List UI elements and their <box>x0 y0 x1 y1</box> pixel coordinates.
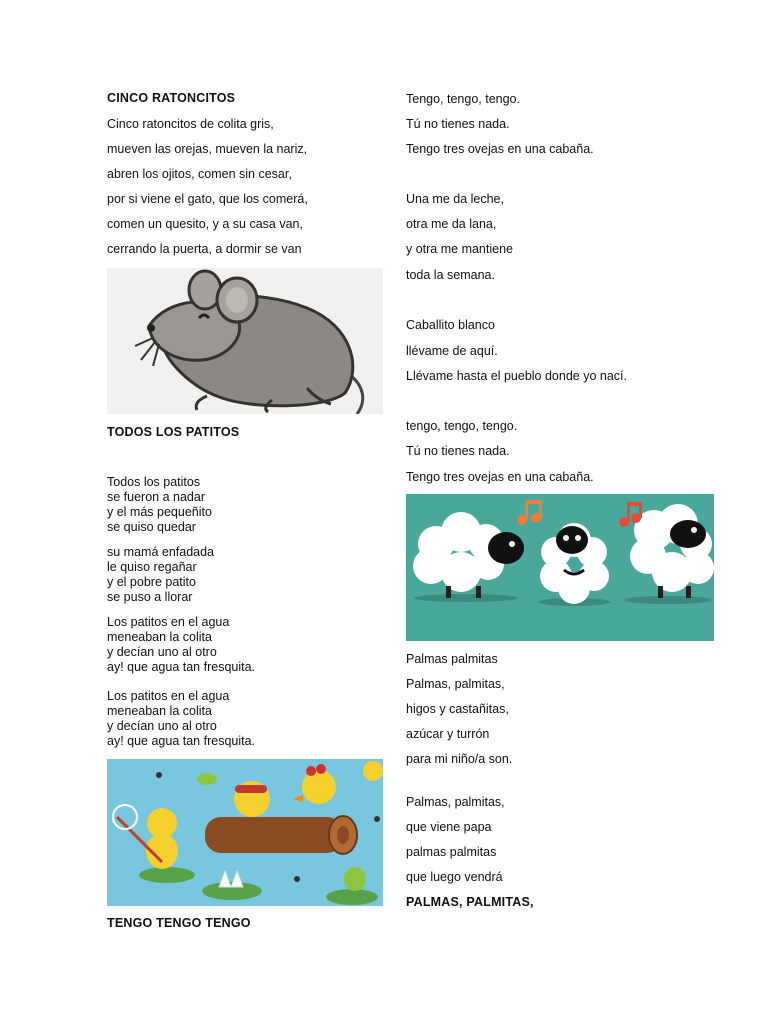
patitos-line: y decían uno al otro <box>107 719 217 733</box>
cinco-line: comen un quesito, y a su casa van, <box>107 217 303 231</box>
tengo-line: Tú no tienes nada. <box>406 444 510 458</box>
tengo-line: Tú no tienes nada. <box>406 117 510 131</box>
palmas-line: Palmas, palmitas, <box>406 677 505 691</box>
mouse-icon <box>107 268 383 414</box>
palmas-line: Palmas palmitas <box>406 652 498 666</box>
cinco-ratoncitos-title: CINCO RATONCITOS <box>107 91 236 105</box>
tengo-line: Caballito blanco <box>406 318 495 332</box>
patitos-line: su mamá enfadada <box>107 545 215 559</box>
palmas-line: palmas palmitas <box>406 845 497 859</box>
todos-los-patitos-title: TODOS LOS PATITOS <box>107 425 240 439</box>
patitos-stanza-2 <box>107 545 214 605</box>
palmas-line: que viene papa <box>406 820 492 834</box>
tengo-line: llévame de aquí. <box>406 344 498 358</box>
ducks-on-log-icon <box>107 759 383 906</box>
patitos-line: se quiso quedar <box>107 520 196 534</box>
patitos-stanza-1 <box>107 475 212 535</box>
patitos-line: meneaban la colita <box>107 630 212 644</box>
tengo-line: Tengo tres ovejas en una cabaña. <box>406 142 594 156</box>
palmas-palmitas-bold: PALMAS, PALMITAS, <box>406 895 534 909</box>
tengo-line: Tengo tres ovejas en una cabaña. <box>406 470 594 484</box>
palmas-line: higos y castañitas, <box>406 702 509 716</box>
patitos-stanza-3 <box>107 615 255 675</box>
patitos-line: ay! que agua tan fresquita. <box>107 660 256 674</box>
tengo-line: tengo, tengo, tengo. <box>406 419 518 433</box>
patitos-line: y el más pequeñito <box>107 505 212 519</box>
patitos-line: meneaban la colita <box>107 704 212 718</box>
patitos-line: se puso a llorar <box>107 590 193 604</box>
palmas-line: Palmas, palmitas, <box>406 795 505 809</box>
cinco-line: cerrando la puerta, a dormir se van <box>107 242 302 256</box>
cinco-line: abren los ojitos, comen sin cesar, <box>107 167 292 181</box>
tengo-line: Tengo, tengo, tengo. <box>406 92 520 106</box>
tengo-line: y otra me mantiene <box>406 242 513 256</box>
patitos-line: Los patitos en el agua <box>107 689 230 703</box>
tengo-line: otra me da lana, <box>406 217 497 231</box>
palmas-line: para mi niño/a son. <box>406 752 513 766</box>
patitos-line: le quiso regañar <box>107 560 197 574</box>
patitos-line: Todos los patitos <box>107 475 201 489</box>
cinco-line: Cinco ratoncitos de colita gris, <box>107 117 274 131</box>
palmas-line: que luego vendrá <box>406 870 503 884</box>
ducks-illustration <box>107 759 383 906</box>
tengo-line: Llévame hasta el pueblo donde yo nací. <box>406 369 627 383</box>
mouse-illustration <box>107 268 383 414</box>
patitos-stanza-4 <box>107 689 255 749</box>
patitos-line: ay! que agua tan fresquita. <box>107 734 256 748</box>
palmas-line: azúcar y turrón <box>406 727 490 741</box>
cinco-line: por si viene el gato, que los comerá, <box>107 192 308 206</box>
patitos-line: y decían uno al otro <box>107 645 217 659</box>
tengo-line: toda la semana. <box>406 268 495 282</box>
tengo-tengo-tengo-title: TENGO TENGO TENGO <box>107 916 251 930</box>
tengo-line: Una me da leche, <box>406 192 504 206</box>
sheep-illustration <box>406 494 714 641</box>
three-sheep-icon <box>406 494 714 641</box>
patitos-line: Los patitos en el agua <box>107 615 230 629</box>
cinco-line: mueven las orejas, mueven la nariz, <box>107 142 308 156</box>
patitos-line: y el pobre patito <box>107 575 196 589</box>
patitos-line: se fueron a nadar <box>107 490 205 504</box>
